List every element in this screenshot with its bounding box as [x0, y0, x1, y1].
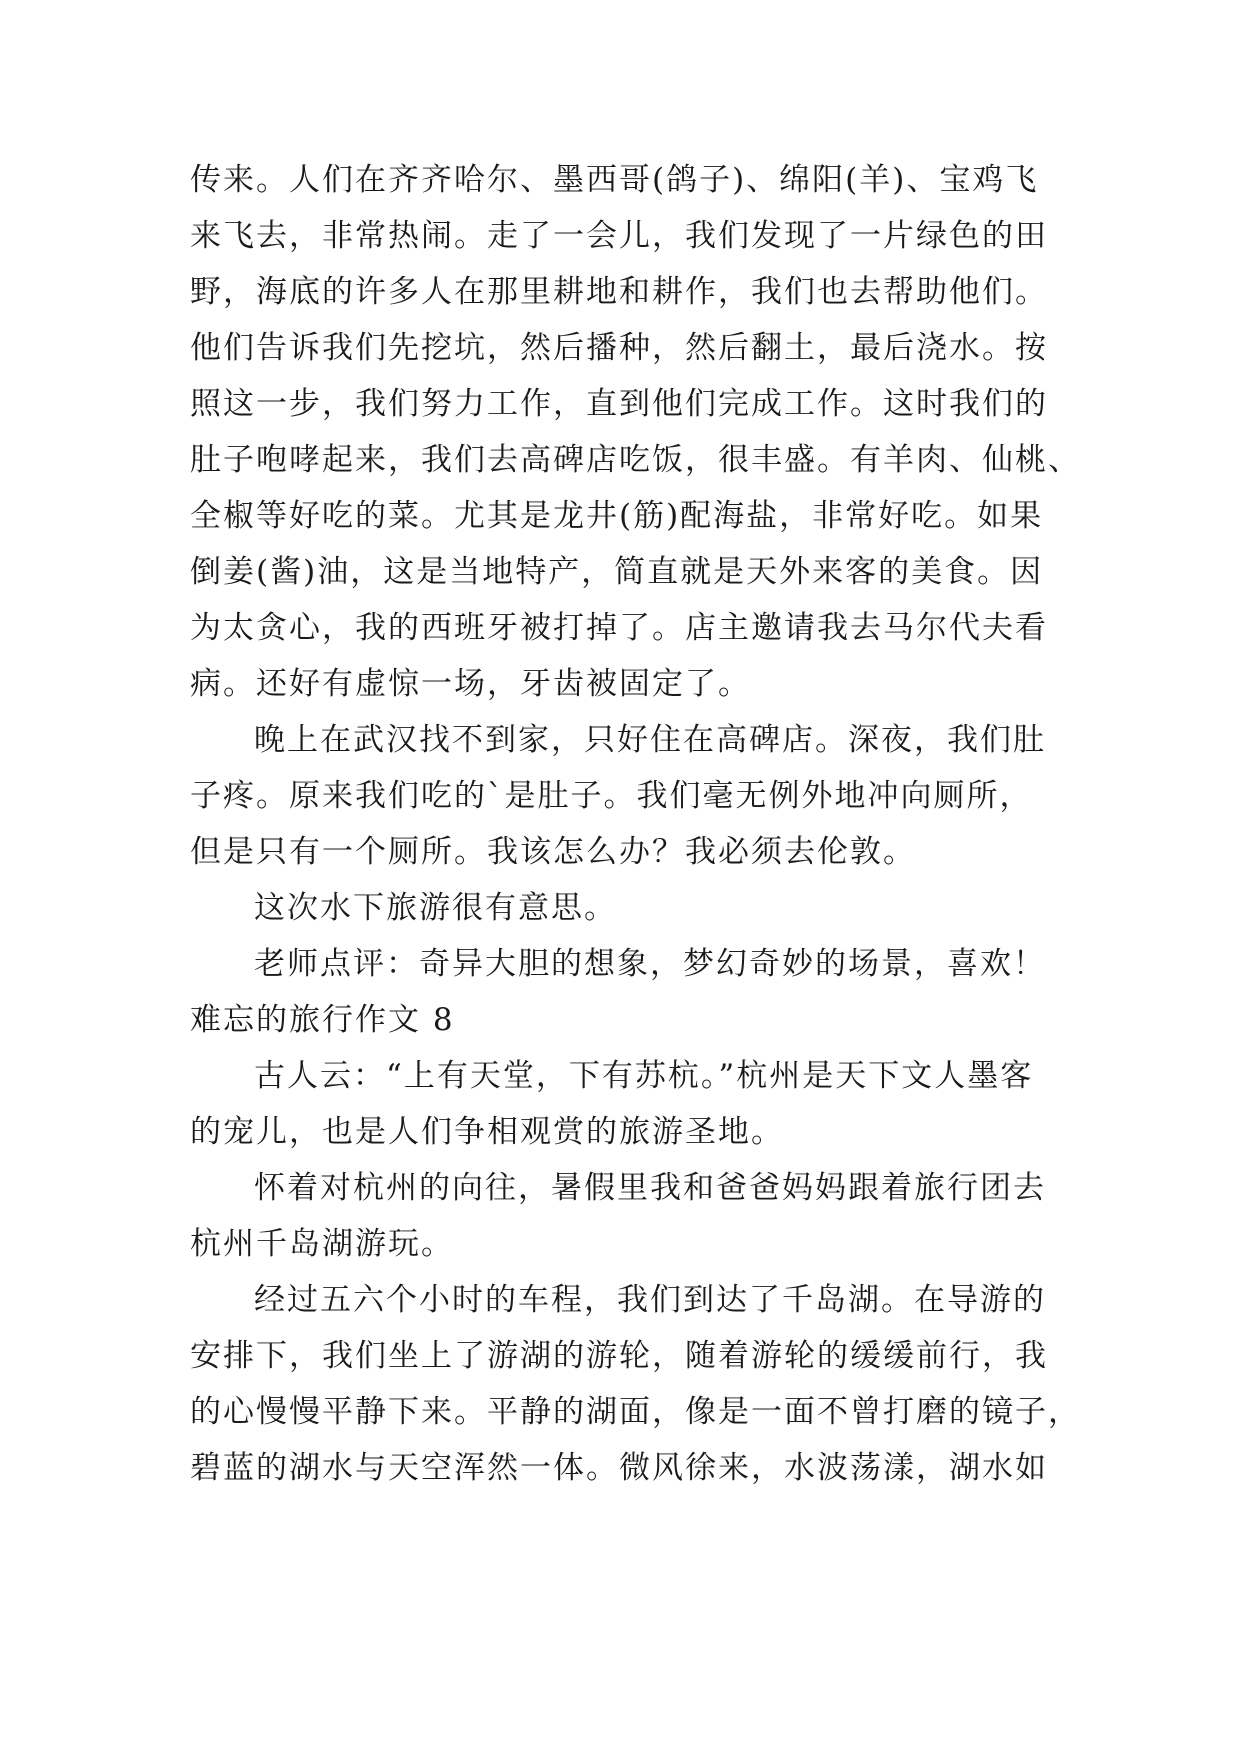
paragraph-first-line: 经过五六个小时的车程，我们到达了千岛湖。在导游的 — [254, 1282, 1046, 1318]
text-line: 安排下，我们坐上了游湖的游轮，随着游轮的缓缓前行，我 — [190, 1338, 1048, 1374]
paragraph-first-line: 怀着对杭州的向往，暑假里我和爸爸妈妈跟着旅行团去 — [254, 1170, 1046, 1206]
text-line: 杭州千岛湖游玩。 — [190, 1226, 454, 1262]
text-line: 来飞去，非常热闹。走了一会儿，我们发现了一片绿色的田 — [190, 218, 1048, 254]
text-line: 碧蓝的湖水与天空浑然一体。微风徐来，水波荡漾，湖水如 — [190, 1450, 1048, 1486]
text-line: 传来。人们在齐齐哈尔、墨西哥(鸽子)、绵阳(羊)、宝鸡飞 — [190, 162, 1039, 198]
teacher-comment: 老师点评：奇异大胆的想象，梦幻奇妙的场景，喜欢！ — [254, 946, 1046, 982]
text-line: 但是只有一个厕所。我该怎么办？我必须去伦敦。 — [190, 834, 916, 870]
text-line: 病。还好有虚惊一场，牙齿被固定了。 — [190, 666, 751, 702]
paragraph-first-line: 晚上在武汉找不到家，只好住在高碑店。深夜，我们肚 — [254, 722, 1046, 758]
text-line: 为太贪心，我的西班牙被打掉了。店主邀请我去马尔代夫看 — [190, 610, 1048, 646]
text-line: 肚子咆哮起来，我们去高碑店吃饭，很丰盛。有羊肉、仙桃、 — [190, 442, 1081, 478]
text-line: 子疼。原来我们吃的`是肚子。我们毫无例外地冲向厕所， — [190, 778, 1033, 814]
text-line: 照这一步，我们努力工作，直到他们完成工作。这时我们的 — [190, 386, 1048, 422]
document-body — [190, 152, 1081, 1496]
text-line: 倒姜(酱)油，这是当地特产，简直就是天外来客的美食。因 — [190, 554, 1044, 590]
paragraph-first-line: 这次水下旅游很有意思。 — [254, 890, 617, 926]
text-line: 的宠儿，也是人们争相观赏的旅游圣地。 — [190, 1114, 784, 1150]
text-line: 全椒等好吃的菜。尤其是龙井(筋)配海盐，非常好吃。如果 — [190, 498, 1044, 534]
paragraph-first-line: 古人云：“上有天堂，下有苏杭。”杭州是天下文人墨客 — [254, 1058, 1034, 1094]
essay-title: 难忘的旅行作文 8 — [190, 1002, 455, 1038]
text-line: 他们告诉我们先挖坑，然后播种，然后翻土，最后浇水。按 — [190, 330, 1048, 366]
text-line: 野，海底的许多人在那里耕地和耕作，我们也去帮助他们。 — [190, 274, 1048, 310]
text-line: 的心慢慢平静下来。平静的湖面，像是一面不曾打磨的镜子， — [190, 1394, 1081, 1430]
